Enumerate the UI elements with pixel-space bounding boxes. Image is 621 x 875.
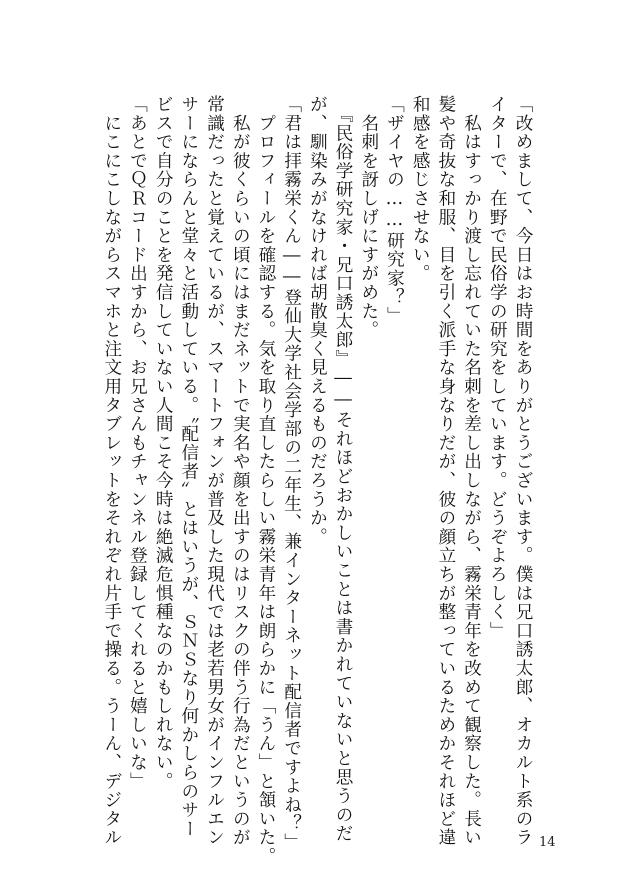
text-line: ビスで自分のことを発信していない人間こそ今時は絶滅危惧種なのかもしれない。 (153, 95, 174, 791)
text-line: 私が彼くらいの頃にはまだネットで実名や顔を出すのはリスクの伴う行為だというのが (230, 95, 251, 847)
text-line: にこにこしながらスマホと注文用タブレットをそれぞれ片手で操る。うーん、デジタル (101, 95, 122, 847)
text-line: 「君は拝霧栄くん――登仙大学社会学部の二年生、兼インターネット配信者ですよね？」 (281, 95, 302, 852)
text-line: 名刺を訝しげにすがめた。 (358, 95, 379, 340)
text-line: サーにならんと堂々と活動している。〝配信者〟とはいうが、ＳＮＳなり何かしらのサー (178, 95, 199, 839)
text-line: 「改めまして、今日はお時間をありがとうございます。僕は兄口誘太郎、オカルト系のラ (513, 95, 533, 847)
text-line: 和感を感じさせない。 (410, 95, 431, 283)
text-line: 髪や奇抜な和服、目を引く派手な身なりだが、彼の顔立ちが整っているためかそれほど違 (435, 95, 456, 847)
text-line: が、馴染みがなければ胡散臭く見えるものだろうか。 (307, 95, 328, 547)
text-line: 常識だったと覚えているが、スマートフォンが普及した現代では老若男女がインフルエン (204, 95, 225, 847)
page-number: 14 (539, 835, 556, 850)
text-line: 「ザイヤの……研究家？」 (384, 95, 405, 326)
text-line: 「あとでＱＲコード出すから、お兄さんもチャンネル登録してくれると嬉しいな」 (127, 95, 148, 791)
vertical-body-text (98, 95, 535, 866)
text-line: 私はすっかり渡し忘れていた名刺を差し出しながら、霧栄青年を改めて観察した。長い (461, 95, 482, 847)
text-line: イターで、在野で民俗学の研究をしています。どうぞよろしく」 (487, 95, 508, 641)
text-line: 『民俗学研究家・兄口誘太郎』――それほどおかしいことは書かれていないと思うのだ (333, 95, 354, 843)
text-line: プロフィールを確認する。気を取り直したらしい霧栄青年は朗らかに「うん」と頷いた。 (255, 95, 276, 866)
